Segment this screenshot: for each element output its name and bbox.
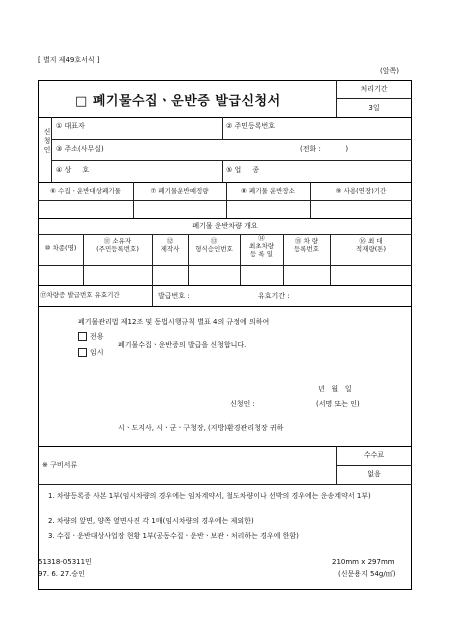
transport-place-label: ⑧ 폐기물 운반장소 <box>241 187 295 195</box>
form-number: [ 별지 제49호서식 ] <box>38 56 100 64</box>
document-item-2: 2. 차량의 앞면, 양쪽 옆면사진 각 1매(임시차량의 경우에는 제외한) <box>48 517 254 525</box>
title-text: 폐기물수집ㆍ운반증 발급신청서 <box>92 94 281 109</box>
temporary-checkbox[interactable] <box>78 348 87 357</box>
page-side-label: (앞쪽) <box>380 67 399 75</box>
company-name-field[interactable]: ④ 상 호 <box>56 166 90 174</box>
form-title <box>75 90 281 109</box>
form-code: 51318-05311민 <box>38 558 92 566</box>
option-permanent[interactable]: 전용 <box>78 332 104 341</box>
col-registration-number: ⑮ 차 량 등록번호 <box>293 237 320 253</box>
processing-period-label: 처리기간 <box>360 85 388 93</box>
col-owner: ⑪ 소유자 (주민등록번호) <box>96 237 139 253</box>
vehicle-section-title: 폐기물 운반차량 개요 <box>192 222 258 230</box>
representative-field[interactable]: ① 대표자 <box>56 122 85 130</box>
document-item-1: 1. 차량등록증 사본 1부(임시차량의 경우에는 임차계약서, 철도차량이나 선박의 경우에는 운송계약서 1부) <box>48 492 371 500</box>
date-field[interactable]: 년 월 일 <box>318 385 352 393</box>
col-max-load: ⑯ 최 대 적재량(톤) <box>355 237 387 253</box>
col-approval-number: ⑬ 형식승인번호 <box>195 237 233 253</box>
processing-period-value: 3일 <box>368 104 380 112</box>
permit-validity-label: ⑰차량증 발급번호 유효기간 <box>40 291 120 299</box>
permanent-checkbox[interactable] <box>78 332 87 341</box>
applicant-signature-label: 신청인 : <box>230 400 255 408</box>
signature-field[interactable]: (서명 또는 인) <box>316 400 360 408</box>
use-period-label: ⑨ 사용(연장)기간 <box>335 187 387 195</box>
paper-size: 210mm x 297mm <box>332 558 395 566</box>
paper-type: (신문용지 54g/㎡) <box>338 570 396 578</box>
address-field[interactable]: ③ 주소(사무실) <box>56 145 104 153</box>
law-basis-text: 폐기물관리법 제12조 및 동법시행규칙 별표 4의 규정에 의하여 <box>78 318 270 326</box>
recipient-text: 시ㆍ도지사, 시ㆍ군ㆍ구청장, (지방)환경관리청장 귀하 <box>118 424 284 432</box>
resident-number-field[interactable]: ② 주민등록번호 <box>226 122 276 130</box>
applicant-section-label: 신청인 <box>43 128 51 155</box>
issue-number-field[interactable]: 발급번호 : <box>158 292 190 300</box>
approval-date: 97. 6. 27.승인 <box>38 570 85 578</box>
document-item-3: 3. 수집ㆍ운반대상사업장 현황 1부(공동수집ㆍ운반ㆍ보관ㆍ처리하는 경우에 한함) <box>48 532 299 540</box>
col-first-registration: ⑭ 최초차량 등 록 일 <box>248 234 275 258</box>
planned-amount-label: ⑦ 폐기물운반예정량 <box>150 187 209 195</box>
option-temporary[interactable]: 임시 <box>78 348 104 357</box>
col-vehicle-type: ⑩ 차종(명) <box>44 244 77 252</box>
col-maker: ⑫ 제작사 <box>160 237 180 253</box>
title-checkbox: □ <box>75 94 88 109</box>
request-text: 폐기물수집ㆍ운반증의 발급을 신청합니다. <box>118 341 247 349</box>
business-type-field[interactable]: ⑤ 업 종 <box>226 166 260 174</box>
required-documents-label: ※ 구비서류 <box>42 461 78 469</box>
fee-label: 수수료 <box>363 451 385 459</box>
fee-value: 없음 <box>367 470 381 478</box>
collect-target-label: ⑥ 수집ㆍ운반대상폐기물 <box>50 187 121 195</box>
phone-field[interactable]: (전화 : ) <box>300 145 349 153</box>
validity-period-field[interactable]: 유효기간 : <box>258 292 290 300</box>
